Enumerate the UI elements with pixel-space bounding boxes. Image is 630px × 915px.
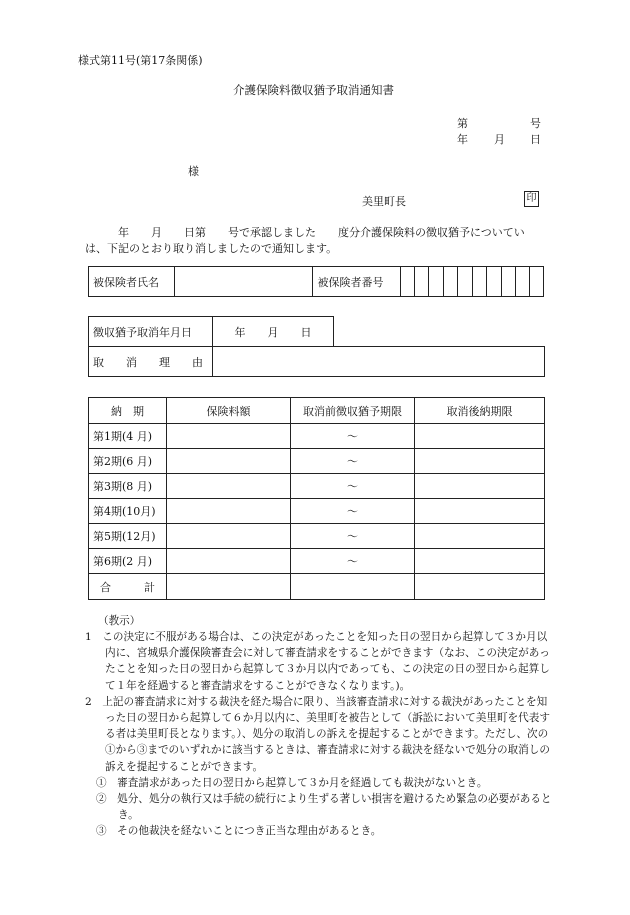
notes-body	[85, 629, 555, 840]
note-item-1: 1 この決定に不服がある場合は、この決定があったことを知った日の翌日から起算して３か月以内に、宮城県介護保険審査会に対して審査請求をすることができます（なお、この決定があったことを知った日の翌日から起算して３か月以内であっても、この決定の日の翌日から起算して１年を経過すると審査請求をすることができなくなります。)。	[85, 631, 550, 692]
after-deadline-cell[interactable]	[415, 549, 545, 574]
insured-number-digit[interactable]	[457, 267, 472, 297]
cancel-reason-field[interactable]	[213, 347, 545, 377]
before-deadline-cell[interactable]: ～	[291, 424, 415, 449]
before-deadline-cell[interactable]: ～	[291, 549, 415, 574]
doc-number-prefix: 第	[457, 117, 468, 130]
note-sub-3: ③ その他裁決を経ないことにつき正当な理由があるとき。	[96, 825, 382, 838]
date-year-label: 年	[457, 133, 468, 146]
amount-cell[interactable]	[167, 424, 291, 449]
after-deadline-cell[interactable]	[415, 424, 545, 449]
table-row	[89, 549, 545, 574]
insured-number-digit[interactable]	[428, 267, 443, 297]
after-deadline-cell[interactable]	[415, 474, 545, 499]
insured-number-digit[interactable]	[414, 267, 428, 297]
notes-heading: （教示）	[98, 615, 141, 627]
note-sub-2: ② 処分、処分の執行又は手続の続行により生ずる著しい損害を避けるため緊急の必要があるとき。	[96, 793, 552, 822]
amount-cell[interactable]	[167, 474, 291, 499]
before-deadline-cell[interactable]: ～	[291, 474, 415, 499]
insured-number-digit[interactable]	[529, 267, 543, 297]
insured-table	[88, 266, 544, 297]
insured-name-field[interactable]	[175, 267, 313, 297]
before-deadline-cell[interactable]: ～	[291, 449, 415, 474]
insured-number-digit[interactable]	[400, 267, 414, 297]
insured-number-label: 被保険者番号	[313, 267, 400, 297]
schedule-table	[88, 397, 545, 600]
table-row	[89, 424, 545, 449]
cancel-date-field[interactable]: 年 月 日	[213, 317, 334, 347]
period-cell: 第1期(4 月)	[89, 424, 167, 449]
total-row	[89, 574, 545, 600]
table-row	[89, 524, 545, 549]
table-row	[89, 474, 545, 499]
total-amount-cell[interactable]	[167, 574, 291, 600]
insured-number-digit[interactable]	[486, 267, 501, 297]
seal-mark	[524, 191, 539, 207]
before-deadline-cell[interactable]: ～	[291, 524, 415, 549]
insured-number-digit[interactable]	[443, 267, 457, 297]
after-deadline-cell[interactable]	[415, 449, 545, 474]
period-cell: 第3期(8 月)	[89, 474, 167, 499]
header-before-deadline: 取消前徴収猶予期限	[291, 398, 415, 424]
header-amount: 保険料額	[167, 398, 291, 424]
total-after-cell[interactable]	[415, 574, 545, 600]
amount-cell[interactable]	[167, 449, 291, 474]
date-day-label: 日	[530, 133, 541, 146]
form-number: 様式第11号(第17条関係)	[78, 54, 203, 67]
total-label: 合 計	[89, 574, 167, 600]
cancel-date-table	[88, 316, 334, 347]
period-cell: 第4期(10月)	[89, 499, 167, 524]
insured-number-digit[interactable]	[472, 267, 486, 297]
amount-cell[interactable]	[167, 524, 291, 549]
note-item-2: 2 上記の審査請求に対する裁決を経た場合に限り、当該審査請求に対する裁決があったことを知った日の翌日から起算して６か月以内に、美里町を被告として（訴訟において美里町を代表する者は美里町長となります。）、処分の取消しの訴えを提起することができます。ただし、次の①から③までのいずれかに該当するときは、審査請求に対する裁決を経ないで処分の取消しの訴えを提起することができます。	[85, 695, 550, 773]
table-row	[89, 449, 545, 474]
period-cell: 第6期(2 月)	[89, 549, 167, 574]
issuer-name: 美里町長	[362, 195, 406, 208]
cancel-reason-label: 取 消 理 由	[89, 347, 213, 377]
total-before-cell[interactable]	[291, 574, 415, 600]
cancel-date-label: 徴収猶予取消年月日	[89, 317, 213, 347]
period-cell: 第5期(12月)	[89, 524, 167, 549]
intro-line-2: は、下記のとおり取り消しましたので通知します。	[85, 242, 338, 255]
after-deadline-cell[interactable]	[415, 499, 545, 524]
date-month-label: 月	[494, 133, 505, 146]
amount-cell[interactable]	[167, 549, 291, 574]
cancel-reason-table	[88, 346, 545, 377]
insured-number-digit[interactable]	[501, 267, 515, 297]
seal-text: 印	[524, 191, 539, 207]
period-cell: 第2期(6 月)	[89, 449, 167, 474]
header-period: 納 期	[89, 398, 167, 424]
table-row	[89, 499, 545, 524]
amount-cell[interactable]	[167, 499, 291, 524]
doc-number-suffix: 号	[530, 117, 541, 130]
header-after-deadline: 取消後納期限	[415, 398, 545, 424]
intro-line-1: 年 月 日第 号で承認しました 度分介護保険料の徴収猶予についてい	[118, 226, 525, 239]
recipient-honorific: 様	[188, 165, 199, 178]
note-sub-1: ① 審査請求があった日の翌日から起算して３か月を経過しても裁決がないとき。	[96, 776, 488, 789]
before-deadline-cell[interactable]: ～	[291, 499, 415, 524]
document-title: 介護保険料徴収猶予取消通知書	[233, 83, 394, 97]
after-deadline-cell[interactable]	[415, 524, 545, 549]
insured-name-label: 被保険者氏名	[89, 267, 175, 297]
insured-number-digit[interactable]	[515, 267, 529, 297]
